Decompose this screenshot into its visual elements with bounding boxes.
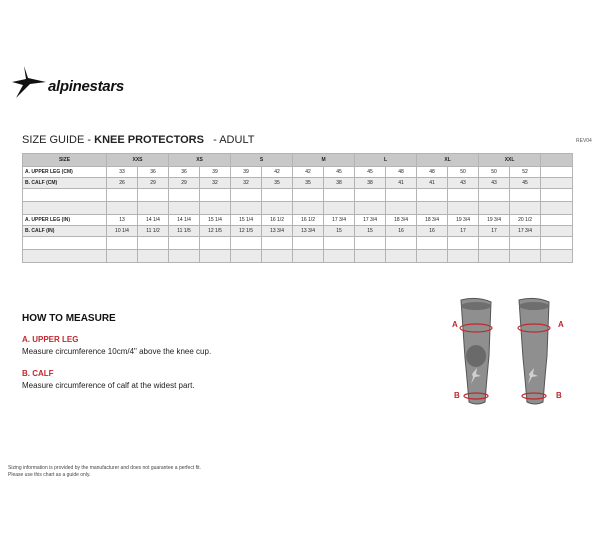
table-cell: 29 xyxy=(169,178,200,189)
table-cell: 29 xyxy=(138,178,169,189)
table-cell: 13 3/4 xyxy=(262,226,293,237)
table-cell: 45 xyxy=(510,178,541,189)
table-cell: 17 3/4 xyxy=(355,215,386,226)
table-cell: 52 xyxy=(510,167,541,178)
table-cell: 19 3/4 xyxy=(448,215,479,226)
table-cell: 41 xyxy=(386,178,417,189)
table-cell: 42 xyxy=(293,167,324,178)
title-suffix: - ADULT xyxy=(213,134,255,146)
table-cell: 48 xyxy=(417,167,448,178)
table-cell: 18 3/4 xyxy=(417,215,448,226)
table-cell: 17 3/4 xyxy=(510,226,541,237)
table-cell: 16 1/2 xyxy=(262,215,293,226)
size-header-row xyxy=(23,154,573,167)
disclaimer-line-2: Please use this chart as a guide only. xyxy=(8,472,91,478)
table-cell: 32 xyxy=(200,178,231,189)
label-b-back: B xyxy=(556,391,562,400)
table-cell: 36 xyxy=(169,167,200,178)
table-cell: 39 xyxy=(231,167,262,178)
table-cell: 50 xyxy=(479,167,510,178)
row-label: A. UPPER LEG (CM) xyxy=(23,167,107,178)
table-cell: 19 3/4 xyxy=(479,215,510,226)
size-table xyxy=(22,153,573,263)
title-product: KNEE PROTECTORS xyxy=(94,134,204,146)
blank-row xyxy=(23,250,573,263)
label-b-front: B xyxy=(454,391,460,400)
table-cell: 38 xyxy=(324,178,355,189)
table-cell: 38 xyxy=(355,178,386,189)
table-cell: 11 1/5 xyxy=(169,226,200,237)
table-cell: 13 3/4 xyxy=(293,226,324,237)
table-cell: 15 1/4 xyxy=(200,215,231,226)
back-knee-protector xyxy=(519,298,549,404)
title-prefix: SIZE GUIDE - xyxy=(22,134,95,146)
size-xxl: XXL xyxy=(479,154,541,167)
table-cell: 11 1/2 xyxy=(138,226,169,237)
row-label: A. UPPER LEG (IN) xyxy=(23,215,107,226)
table-cell: 16 xyxy=(386,226,417,237)
blank-row xyxy=(23,202,573,215)
table-cell: 35 xyxy=(262,178,293,189)
size-xs: XS xyxy=(169,154,231,167)
calf-heading: B. CALF xyxy=(22,369,54,378)
table-cell: 36 xyxy=(138,167,169,178)
page-title xyxy=(22,134,254,146)
empty-cell xyxy=(541,167,573,178)
table-cell: 45 xyxy=(324,167,355,178)
table-cell: 14 1/4 xyxy=(169,215,200,226)
table-cell: 17 xyxy=(448,226,479,237)
upper-leg-instruction: Measure circumference 10cm/4" above the knee cup. xyxy=(22,347,212,356)
size-xxs: XXS xyxy=(107,154,169,167)
upper-leg-heading: A. UPPER LEG xyxy=(22,335,79,344)
size-header-label: SIZE xyxy=(23,154,107,167)
size-m: M xyxy=(293,154,355,167)
label-a-front: A xyxy=(452,320,458,329)
table-cell: 50 xyxy=(448,167,479,178)
label-a-back: A xyxy=(558,320,564,329)
empty-cell xyxy=(541,215,573,226)
how-to-measure-title: HOW TO MEASURE xyxy=(22,313,116,324)
table-cell: 33 xyxy=(107,167,138,178)
size-l: L xyxy=(355,154,417,167)
table-cell: 48 xyxy=(386,167,417,178)
disclaimer xyxy=(8,465,201,479)
revision-label: REV04 xyxy=(576,138,592,144)
alpinestars-star-icon xyxy=(10,64,50,100)
table-cell: 16 xyxy=(417,226,448,237)
empty-cell xyxy=(541,226,573,237)
table-cell: 13 xyxy=(107,215,138,226)
table-cell: 15 1/4 xyxy=(231,215,262,226)
empty-cell xyxy=(541,154,573,167)
table-row xyxy=(23,226,573,237)
blank-row xyxy=(23,189,573,202)
table-cell: 43 xyxy=(448,178,479,189)
table-cell: 17 xyxy=(479,226,510,237)
size-s: S xyxy=(231,154,293,167)
brand-name: alpinestars xyxy=(48,78,124,95)
disclaimer-line-1: Sizing information is provided by the manufacturer and does not guarantee a perfect fit. xyxy=(8,465,201,471)
empty-cell xyxy=(541,178,573,189)
alpinestars-logo xyxy=(10,64,160,104)
table-cell: 45 xyxy=(355,167,386,178)
knee-protector-diagram xyxy=(445,296,575,426)
table-cell: 10 1/4 xyxy=(107,226,138,237)
table-cell: 32 xyxy=(231,178,262,189)
table-cell: 15 xyxy=(324,226,355,237)
table-cell: 15 xyxy=(355,226,386,237)
front-knee-protector xyxy=(461,298,491,404)
table-cell: 18 3/4 xyxy=(386,215,417,226)
table-cell: 35 xyxy=(293,178,324,189)
table-cell: 20 1/2 xyxy=(510,215,541,226)
table-cell: 41 xyxy=(417,178,448,189)
table-cell: 12 1/5 xyxy=(231,226,262,237)
calf-instruction: Measure circumference of calf at the widest part. xyxy=(22,381,195,390)
table-row xyxy=(23,215,573,226)
table-cell: 14 1/4 xyxy=(138,215,169,226)
table-cell: 42 xyxy=(262,167,293,178)
row-label: B. CALF (IN) xyxy=(23,226,107,237)
table-cell: 16 1/2 xyxy=(293,215,324,226)
size-xl: XL xyxy=(417,154,479,167)
table-cell: 26 xyxy=(107,178,138,189)
table-cell: 12 1/5 xyxy=(200,226,231,237)
row-label: B. CALF (CM) xyxy=(23,178,107,189)
table-row xyxy=(23,178,573,189)
blank-row xyxy=(23,237,573,250)
table-cell: 39 xyxy=(200,167,231,178)
table-row xyxy=(23,167,573,178)
table-cell: 43 xyxy=(479,178,510,189)
table-cell: 17 3/4 xyxy=(324,215,355,226)
